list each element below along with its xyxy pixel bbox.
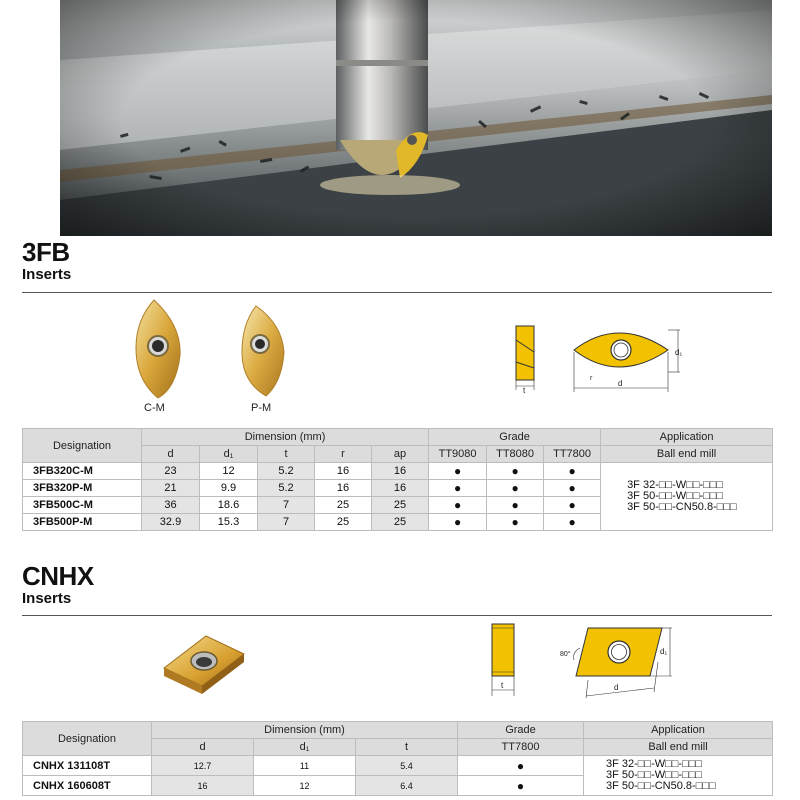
cell-ap: 25 [372,497,429,514]
cell-t: 7 [258,497,315,514]
section-3fb-divider [22,292,772,293]
3fb-top-view-drawing [568,322,686,398]
cell-d: 36 [142,497,200,514]
th-grade-tt7800: TT7800 [458,739,584,756]
cell-r: 16 [315,480,372,497]
th-grade-tt7800: TT7800 [544,446,601,463]
th-grade-tt8080: TT8080 [487,446,544,463]
cell-grade-tt7800: ● [544,514,601,531]
cell-application [584,756,773,796]
section-3fb-title: 3FB [22,237,70,267]
3fb-top-d-label: d [618,379,623,388]
cell-grade-tt9080: ● [429,480,487,497]
th-grade: Grade [458,722,584,739]
th-application-sub: Ball end mill [584,739,773,756]
insert-p-m-image [232,302,290,398]
cnhx-top-d1-label: d₁ [660,647,668,656]
cell-designation: 3FB320C-M [23,463,142,480]
cell-grade-tt8080: ● [487,480,544,497]
th-application-sub: Ball end mill [601,446,773,463]
cnhx-top-view-drawing [558,618,676,704]
cell-grade-tt9080: ● [429,497,487,514]
insert-c-m-image [128,296,188,400]
3fb-spec-table [22,428,773,531]
cnhx-top-angle-label: 80° [560,651,571,658]
cell-r: 16 [315,463,372,480]
cell-t: 5.2 [258,480,315,497]
cell-ap: 16 [372,480,429,497]
3fb-top-d1-label: d₁ [675,348,683,357]
th-dim-d: d [142,446,200,463]
cell-t: 5.2 [258,463,315,480]
cnhx-side-view-drawing [484,622,524,700]
cell-grade-tt7800: ● [458,776,584,796]
section-cnhx-title: CNHX [22,561,94,591]
cell-designation: CNHX 131108T [23,756,152,776]
cell-t: 5.4 [356,756,458,776]
th-dim-t: t [356,739,458,756]
cell-grade-tt7800: ● [544,480,601,497]
th-dim-d: d [152,739,254,756]
cell-grade-tt7800: ● [544,463,601,480]
cell-d: 16 [152,776,254,796]
th-grade-tt9080: TT9080 [429,446,487,463]
application-line: 3F 50-□□-W□□-□□□ [606,769,703,781]
th-application: Application [601,429,773,446]
cell-d: 32.9 [142,514,200,531]
application-line: 3F 50-□□-CN50.8-□□□ [606,780,716,792]
application-line: 3F 50-□□-W□□-□□□ [627,490,724,502]
3fb-top-r-label: r [590,375,593,382]
cell-t: 6.4 [356,776,458,796]
th-dimension: Dimension (mm) [142,429,429,446]
cnhx-insert-image [158,628,250,696]
th-designation: Designation [23,722,152,756]
cell-d1: 9.9 [200,480,258,497]
th-dim-t: t [258,446,315,463]
cnhx-side-t-label: t [501,681,504,690]
table-row [23,756,773,776]
cell-r: 25 [315,497,372,514]
insert-p-m-label: P-M [251,402,272,414]
cell-d1: 18.6 [200,497,258,514]
application-line: 3F 32-□□-W□□-□□□ [627,479,724,491]
cell-r: 25 [315,514,372,531]
cell-d1: 11 [254,756,356,776]
table-row [23,463,773,480]
th-dim-ap: ap [372,446,429,463]
cell-designation: 3FB500C-M [23,497,142,514]
th-designation: Designation [23,429,142,463]
cell-d: 12.7 [152,756,254,776]
3fb-side-view-drawing [508,322,542,394]
th-dimension: Dimension (mm) [152,722,458,739]
machining-photo-illustration [60,0,772,236]
cell-grade-tt7800: ● [544,497,601,514]
cell-d1: 12 [254,776,356,796]
cell-t: 7 [258,514,315,531]
cell-grade-tt8080: ● [487,497,544,514]
cell-grade-tt7800: ● [458,756,584,776]
cell-application [601,463,773,531]
cell-ap: 25 [372,514,429,531]
cell-ap: 16 [372,463,429,480]
3fb-side-t-label: t [523,386,526,394]
cell-d: 23 [142,463,200,480]
th-dim-d1: d₁ [200,446,258,463]
cnhx-spec-table [22,721,773,796]
section-3fb-subtitle: Inserts [22,266,72,283]
section-cnhx-subtitle: Inserts [22,590,72,607]
cell-designation: 3FB500P-M [23,514,142,531]
th-dim-r: r [315,446,372,463]
cell-grade-tt9080: ● [429,514,487,531]
cell-d1: 12 [200,463,258,480]
cell-d1: 15.3 [200,514,258,531]
cell-grade-tt8080: ● [487,463,544,480]
hero-photo [60,0,772,236]
application-line: 3F 50-□□-CN50.8-□□□ [627,501,737,513]
cell-designation: CNHX 160608T [23,776,152,796]
th-grade: Grade [429,429,601,446]
cell-grade-tt8080: ● [487,514,544,531]
cell-designation: 3FB320P-M [23,480,142,497]
section-cnhx-divider [22,615,772,616]
th-dim-d1: d₁ [254,739,356,756]
application-line: 3F 32-□□-W□□-□□□ [606,758,703,770]
cnhx-top-d-label: d [614,683,619,692]
th-application: Application [584,722,773,739]
cell-grade-tt9080: ● [429,463,487,480]
insert-c-m-label: C-M [144,402,165,414]
cell-d: 21 [142,480,200,497]
